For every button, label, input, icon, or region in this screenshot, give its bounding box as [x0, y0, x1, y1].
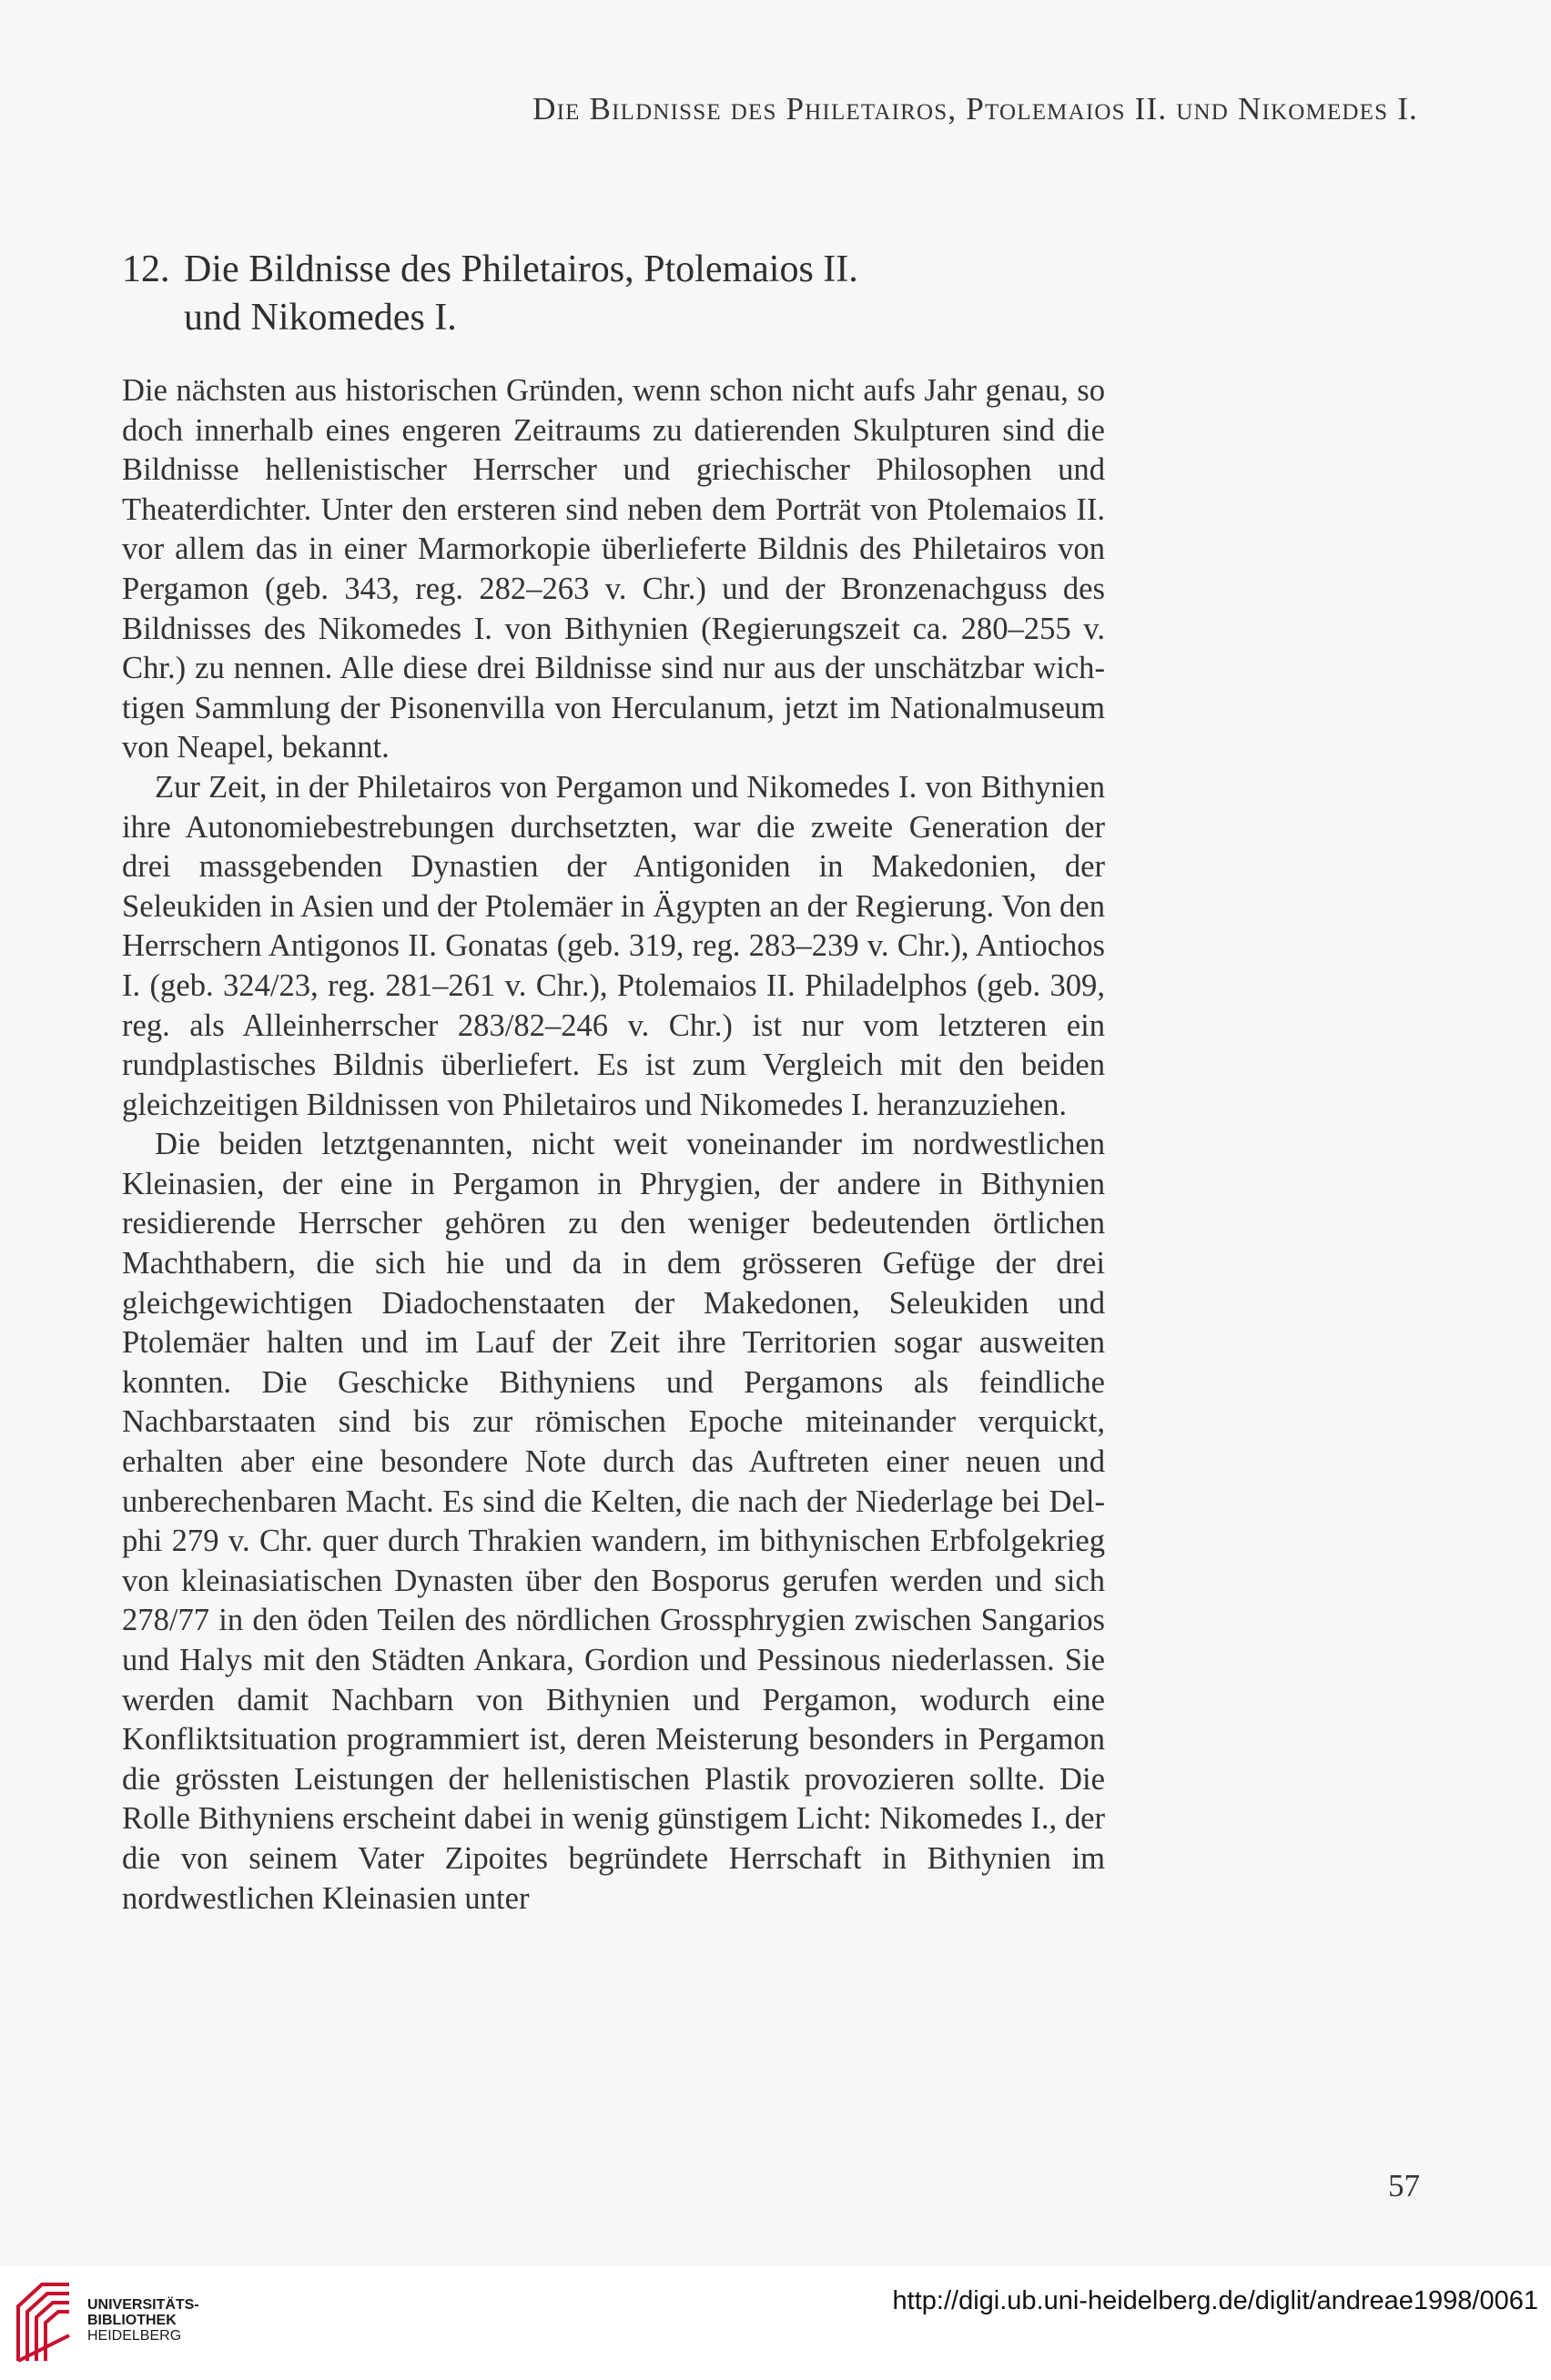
library-name [87, 2297, 199, 2344]
library-name-line-3: HEIDELBERG [87, 2328, 182, 2344]
digitization-footer [0, 2266, 1551, 2380]
page-number: 57 [1388, 2168, 1420, 2203]
library-name-line-1: UNIVERSITÄTS- [87, 2297, 199, 2313]
running-head: Die Bildnisse des Philetairos, Ptolemaios II. und Nikomedes I. [532, 91, 1418, 127]
library-logo-icon [15, 2281, 73, 2365]
paragraph-1: Die nächsten aus historischen Gründen, wenn schon nicht aufs Jahr genau, so doch innerhalb eines engeren Zeitraums zu datierenden Skulpturen sind die Bildnisse hellenistischer Herrscher und griechischer Philosophen und Theaterdichter. Unter den ersteren sind neben dem Porträt von Ptolemaios II. vor allem das in einer Marmorkopie überlieferte Bildnis des Philetairos von Pergamon (geb. 343, reg. 282–263 v. Chr.) und der Bronzenachguss des Bildnisses des Nikomedes I. von Bithynien (Regierungszeit ca. 280–255 v. Chr.) zu nennen. Alle diese drei Bildnisse sind nur aus der unschätzbar wichtigen Sammlung der Pisonenvilla von Herculanum, jetzt im Nationalmuseum von Neapel, bekannt. [122, 373, 1105, 765]
library-name-line-2: BIBLIOTHEK [87, 2313, 177, 2328]
body-text [122, 371, 1105, 1919]
chapter-heading [122, 246, 1123, 342]
chapter-number: 12. [122, 248, 170, 290]
chapter-title-line-2: und Nikomedes I. [184, 297, 457, 339]
paragraph-2: Zur Zeit, in der Philetairos von Pergamon und Nikomedes I. von Bithynien ihre Autonomiebestrebungen durchsetzten, war die zweite Generation der drei massgebenden Dynastien der Antigoniden in Makedonien, der Seleukiden in Asien und der Ptolemäer in Ägypten an der Regierung. Von den Herrschern Antigonos II. Gonatas (geb. 319, reg. 283–239 v. Chr.), Antiochos I. (geb. 324/23, reg. 281–261 v. Chr.), Ptolemaios II. Philadelphos (geb. 309, reg. als Alleinherrscher 283/82–246 v. Chr.) ist nur vom letzteren ein rundplastisches Bildnis überliefert. Es ist zum Vergleich mit den beiden gleichzeitigen Bildnissen von Philetairos und Nikomedes I. heranzuziehen. [122, 769, 1105, 1122]
chapter-title-line-1: Die Bildnisse des Philetairos, Ptolemaios II. [184, 248, 858, 290]
source-url-link[interactable]: http://digi.ub.uni-heidelberg.de/diglit/andreae1998/0061 [892, 2286, 1538, 2315]
paragraph-3: Die beiden letztgenannten, nicht weit voneinander im nordwestlichen Kleinasien, der eine in Pergamon in Phrygien, der andere in Bithynien residierende Herrscher gehören zu den weniger bedeutenden örtlichen Machthabern, die sich hie und da in dem grösseren Gefüge der drei gleichgewichtigen Diadochenstaaten der Makedonen, Seleukiden und Ptolemäer halten und im Lauf der Zeit ihre Territorien sogar ausweiten konnten. Die Geschicke Bithyniens und Pergamons als feindliche Nachbarstaaten sind bis zur römischen Epoche miteinander verquickt, erhalten aber eine besondere Note durch das Auftreten einer neuen und unberechenbaren Macht. Es sind die Kelten, die nach der Niederlage bei Delphi 279 v. Chr. quer durch Thrakien wandern, im bithynischen Erbfolgekrieg von kleinasiatischen Dynasten über den Bosporus gerufen werden und sich 278/77 in den öden Teilen des nördlichen Grossphrygien zwischen Sangarios und Halys mit den Städten Ankara, Gordion und Pessinous niederlassen. Sie werden damit Nachbarn von Bithynien und Pergamon, wodurch eine Konfliktsituation programmiert ist, deren Meisterung besonders in Pergamon die grössten Leistungen der hellenistischen Plastik provozieren sollte. Die Rolle Bithyniens erscheint dabei in wenig günstigem Licht: Nikomedes I., der die von seinem Vater Zipoites begründete Herrschaft in Bithynien im nordwestlichen Kleinasien unter [122, 1127, 1105, 1916]
